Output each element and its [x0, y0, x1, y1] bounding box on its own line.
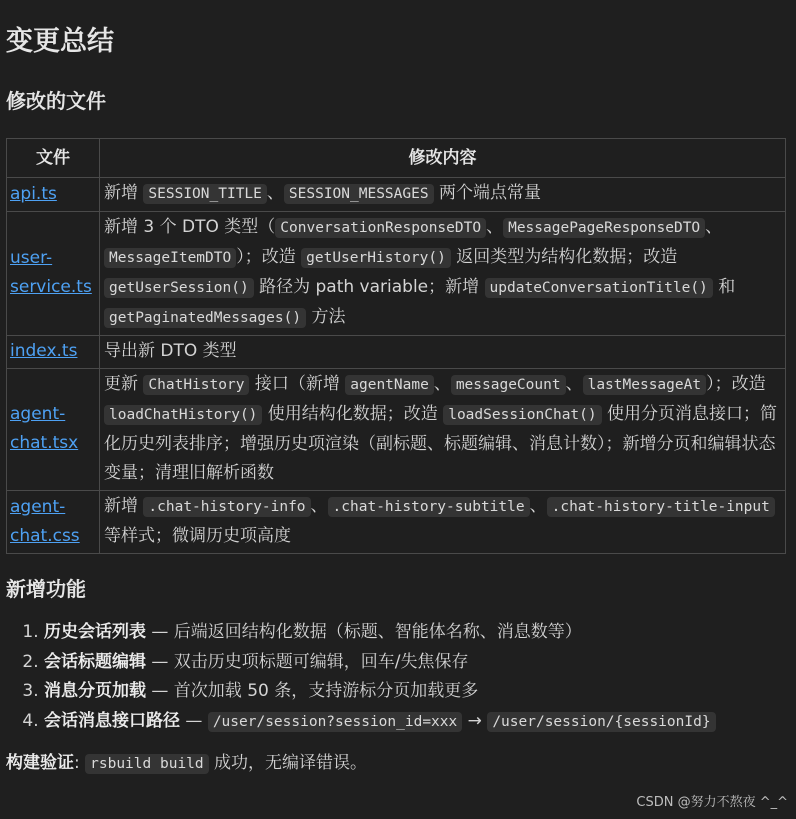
table-row	[7, 336, 786, 369]
header-file: 文件	[7, 139, 100, 178]
table-row	[7, 178, 786, 212]
inline-code: getUserHistory()	[301, 248, 451, 268]
page-title: 变更总结	[6, 26, 114, 57]
text-fragment: 使用分页消息接口；简化历史列表排序；增强历史项渲染（副标题、标题编辑、消息计数）；新增分页和编辑状态变量；清理旧解析函数	[104, 404, 778, 483]
table-header-row	[7, 139, 786, 178]
text-fragment: — 首次加载 50 条，支持游标分页加载更多	[146, 681, 479, 701]
inline-code: loadSessionChat()	[443, 405, 601, 425]
text-fragment: —	[180, 710, 208, 731]
file-link[interactable]: agent-chat.tsx	[10, 404, 79, 453]
file-link[interactable]: api.ts	[10, 183, 57, 204]
inline-code: MessageItemDTO	[104, 248, 236, 268]
features-list	[6, 618, 790, 737]
file-link[interactable]: index.ts	[10, 341, 78, 361]
table-row	[7, 491, 786, 554]
text-fragment: ）；改造	[706, 374, 766, 394]
verify-label: 构建验证	[6, 753, 74, 773]
text-fragment: 、	[266, 183, 284, 203]
feature-title: 会话消息接口路径	[44, 710, 180, 731]
changes-cell	[100, 369, 786, 491]
text-fragment: — 后端返回结构化数据（标题、智能体名称、消息数等）	[146, 622, 582, 642]
text-fragment: 等样式；微调历史项高度	[104, 526, 291, 546]
inline-code: lastMessageAt	[583, 375, 707, 395]
file-cell	[7, 212, 100, 336]
file-link[interactable]: user-service.ts	[10, 248, 92, 297]
text-fragment: 使用结构化数据；改造	[262, 404, 444, 424]
list-item	[44, 707, 790, 738]
file-link[interactable]: agent-chat.css	[10, 496, 80, 546]
feature-title: 会话标题编辑	[44, 651, 146, 672]
inline-code: MessagePageResponseDTO	[503, 218, 705, 238]
text-fragment: 、	[486, 217, 504, 237]
files-heading: 修改的文件	[6, 89, 106, 113]
feature-title: 历史会话列表	[44, 622, 146, 642]
inline-code: .chat-history-info	[143, 497, 310, 517]
inline-code: agentName	[345, 375, 434, 395]
changes-cell	[100, 336, 786, 369]
changes-cell	[100, 491, 786, 554]
text-fragment: 新增	[104, 496, 144, 516]
header-changes: 修改内容	[100, 139, 786, 178]
inline-code: getUserSession()	[104, 278, 254, 298]
text-fragment: →	[462, 710, 488, 731]
text-fragment: :	[74, 753, 86, 773]
inline-code: SESSION_MESSAGES	[284, 184, 434, 204]
inline-code: .chat-history-title-input	[547, 497, 775, 517]
watermark: CSDN @努力不熬夜 ^_^	[636, 795, 788, 810]
inline-code: messageCount	[451, 375, 566, 395]
text-fragment: 接口（新增	[249, 374, 346, 394]
list-item	[44, 618, 790, 648]
file-cell	[7, 336, 100, 369]
inline-code: ConversationResponseDTO	[275, 218, 486, 238]
file-cell	[7, 369, 100, 491]
text-fragment: 、	[433, 374, 451, 394]
changes-cell	[100, 212, 786, 336]
inline-code: loadChatHistory()	[104, 405, 262, 425]
inline-code: SESSION_TITLE	[143, 184, 267, 204]
text-fragment: 和	[712, 277, 736, 297]
table-row	[7, 369, 786, 491]
list-item	[44, 648, 790, 678]
text-fragment: 成功，无编译错误。	[208, 753, 368, 773]
text-fragment: 、	[705, 217, 723, 237]
text-fragment: 新增 3 个 DTO 类型（	[104, 217, 276, 237]
text-fragment: 返回类型为结构化数据；改造	[450, 247, 678, 267]
text-fragment: 导出新 DTO 类型	[104, 341, 237, 361]
text-fragment: 新增	[104, 183, 144, 203]
text-fragment: ）；改造	[236, 247, 302, 267]
file-cell	[7, 178, 100, 212]
table-row	[7, 212, 786, 336]
inline-code: updateConversationTitle()	[485, 278, 713, 298]
inline-code: /user/session?session_id=xxx	[208, 712, 462, 732]
features-heading: 新增功能	[6, 577, 86, 601]
inline-code: /user/session/{sessionId}	[487, 712, 715, 732]
file-cell	[7, 491, 100, 554]
feature-title: 消息分页加载	[44, 681, 146, 701]
changes-cell	[100, 178, 786, 212]
text-fragment: 、	[529, 496, 547, 516]
files-table	[6, 138, 786, 554]
inline-code: rsbuild build	[85, 754, 209, 774]
text-fragment: 、	[310, 496, 328, 516]
inline-code: ChatHistory	[143, 375, 249, 395]
text-fragment: 方法	[306, 307, 346, 327]
text-fragment: 、	[565, 374, 583, 394]
inline-code: .chat-history-subtitle	[328, 497, 530, 517]
inline-code: getPaginatedMessages()	[104, 308, 306, 328]
text-fragment: 两个端点常量	[433, 183, 541, 203]
list-item	[44, 677, 790, 707]
build-verify	[6, 749, 790, 779]
text-fragment: 路径为 path variable；新增	[253, 277, 485, 297]
text-fragment: 更新	[104, 374, 144, 394]
text-fragment: — 双击历史项标题可编辑，回车/失焦保存	[146, 651, 469, 672]
